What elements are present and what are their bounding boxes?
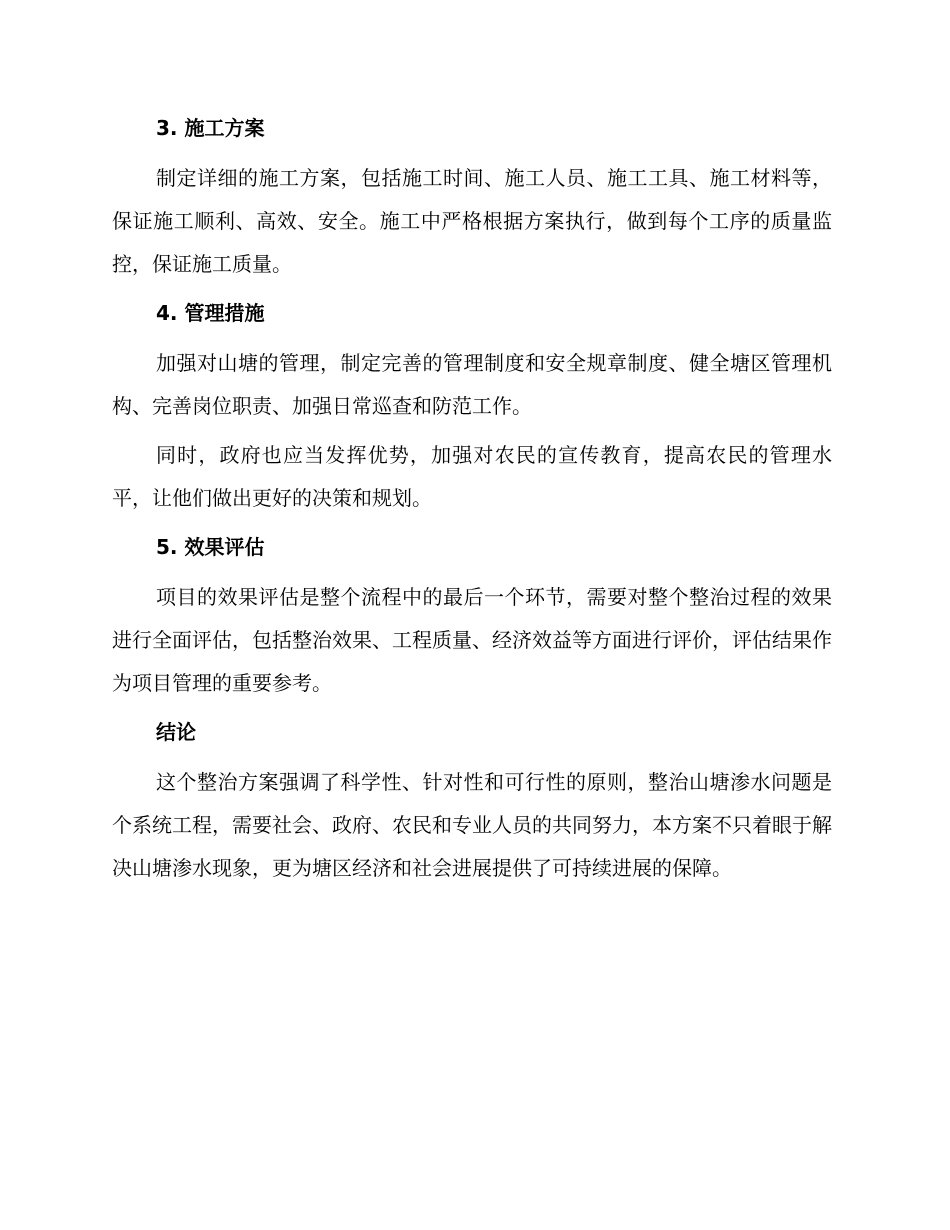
section-heading-construction-plan: 3. 施工方案: [156, 116, 265, 140]
paragraph: 同时，政府也应当发挥优势，加强对农民的宣传教育，提高农民的管理水平，让他们做出更好的决策和规划。: [112, 443, 832, 510]
paragraph: 加强对山塘的管理，制定完善的管理制度和安全规章制度、健全塘区管理机构、完善岗位职责、加强日常巡查和防范工作。: [112, 351, 832, 418]
paragraph: 项目的效果评估是整个流程中的最后一个环节，需要对整个整治过程的效果进行全面评估，包括整治效果、工程质量、经济效益等方面进行评价，评估结果作为项目管理的重要参考。: [112, 585, 832, 695]
paragraph: 制定详细的施工方案，包括施工时间、施工人员、施工工具、施工材料等，保证施工顺利、高效、安全。施工中严格根据方案执行，做到每个工序的质量监控，保证施工质量。: [112, 166, 832, 276]
section-heading-management-measures: 4. 管理措施: [156, 301, 265, 325]
section-heading-effect-evaluation: 5. 效果评估: [156, 535, 265, 559]
section-heading-conclusion: 结论: [156, 720, 196, 744]
paragraph: 这个整治方案强调了科学性、针对性和可行性的原则，整治山塘渗水问题是个系统工程，需要社会、政府、农民和专业人员的共同努力，本方案不只着眼于解决山塘渗水现象，更为塘区经济和社会进展提供了可持续进展的保障。: [112, 770, 832, 880]
document-page: [112, 100, 832, 896]
